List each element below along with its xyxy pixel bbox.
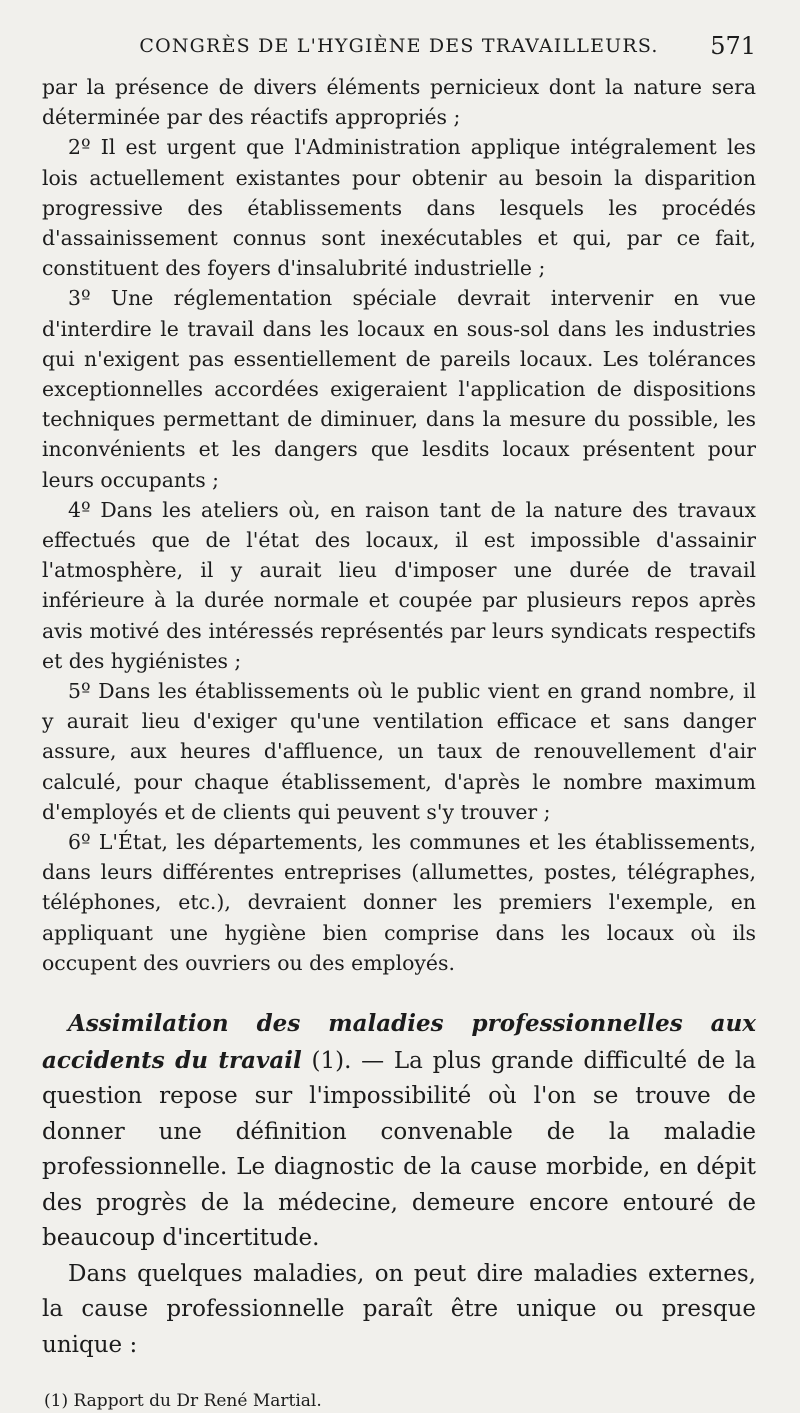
body-text xyxy=(42,72,756,978)
footnote: (1) Rapport du Dr René Martial. xyxy=(44,1391,322,1412)
paragraph-item-5: 5º Dans les établissements où le public vient en grand nombre, il y aurait lieu d'exiger qu'une ventilation efficace et sans danger assure, aux heures d'affluence, un taux de renouvellement d'air calculé, pour chaque établissement, d'après le nombre maximum d'employés et de clients qui peuvent s'y trouver ; xyxy=(42,679,756,824)
running-header xyxy=(42,28,756,64)
running-title: CONGRÈS DE L'HYGIÈNE DES TRAVAILLEURS. xyxy=(139,35,659,57)
paragraph-item-2: 2º Il est urgent que l'Administration applique intégralement les lois actuellement existantes pour obtenir au besoin la disparition progressive des établissements dans lesquels les procédés d'assainissement connus sont inexécutables et qui, par ce fait, constituent des foyers d'insalubrité industrielle ; xyxy=(42,135,756,281)
section-paragraph-1 xyxy=(42,1006,756,1257)
section-paragraph-2: Dans quelques maladies, on peut dire maladies externes, la cause professionnelle paraît être unique ou presque unique : xyxy=(42,1260,756,1358)
page-number: 571 xyxy=(710,32,756,60)
paragraph-continuation: par la présence de divers éléments pernicieux dont la nature sera déterminée par des réactifs appropriés ; xyxy=(42,75,756,130)
paragraph-item-4: 4º Dans les ateliers où, en raison tant de la nature des travaux effectués que de l'état des locaux, il est impossible d'assainir l'atmosphère, il y aurait lieu d'imposer une durée de travail inférieure à la durée normale et coupée par plusieurs repos après avis motivé des intéressés représentés par leurs syndicats respectifs et des hygiénistes ; xyxy=(42,497,756,673)
paragraph-item-6: 6º L'État, les départements, les communes et les établissements, dans leurs différentes entreprises (allumettes, postes, télégraphes, téléphones, etc.), devraient donner les premiers l'exemple, en appliquant une hygiène bien comprise dans les locaux où ils occupent des ouvriers ou des employés. xyxy=(42,830,756,975)
section-assimilation xyxy=(42,1006,756,1363)
footnote-reference: (1). xyxy=(301,1047,352,1074)
section-paragraph-1-text: — La plus grande difficulté de la question repose sur l'impossibilité où l'on se trouve de donner une définition convenable de la maladie professionnelle. Le diagnostic de la cause morbide, en dépit des progrès de la médecine, demeure encore entouré de beaucoup d'incertitude. xyxy=(42,1047,756,1252)
section-title: Assimilation des maladies professionnelles aux accidents du travail xyxy=(42,1010,756,1074)
paragraph-item-3: 3º Une réglementation spéciale devrait intervenir en vue d'interdire le travail dans les locaux en sous-sol dans les industries qui n'exigent pas essentiellement de pareils locaux. Les tolérances exceptionnelles accordées exigeraient l'application de dispositions techniques permettant de diminuer, dans la mesure du possible, les inconvénients et les dangers que lesdits locaux présentent pour leurs occupants ; xyxy=(42,286,756,492)
